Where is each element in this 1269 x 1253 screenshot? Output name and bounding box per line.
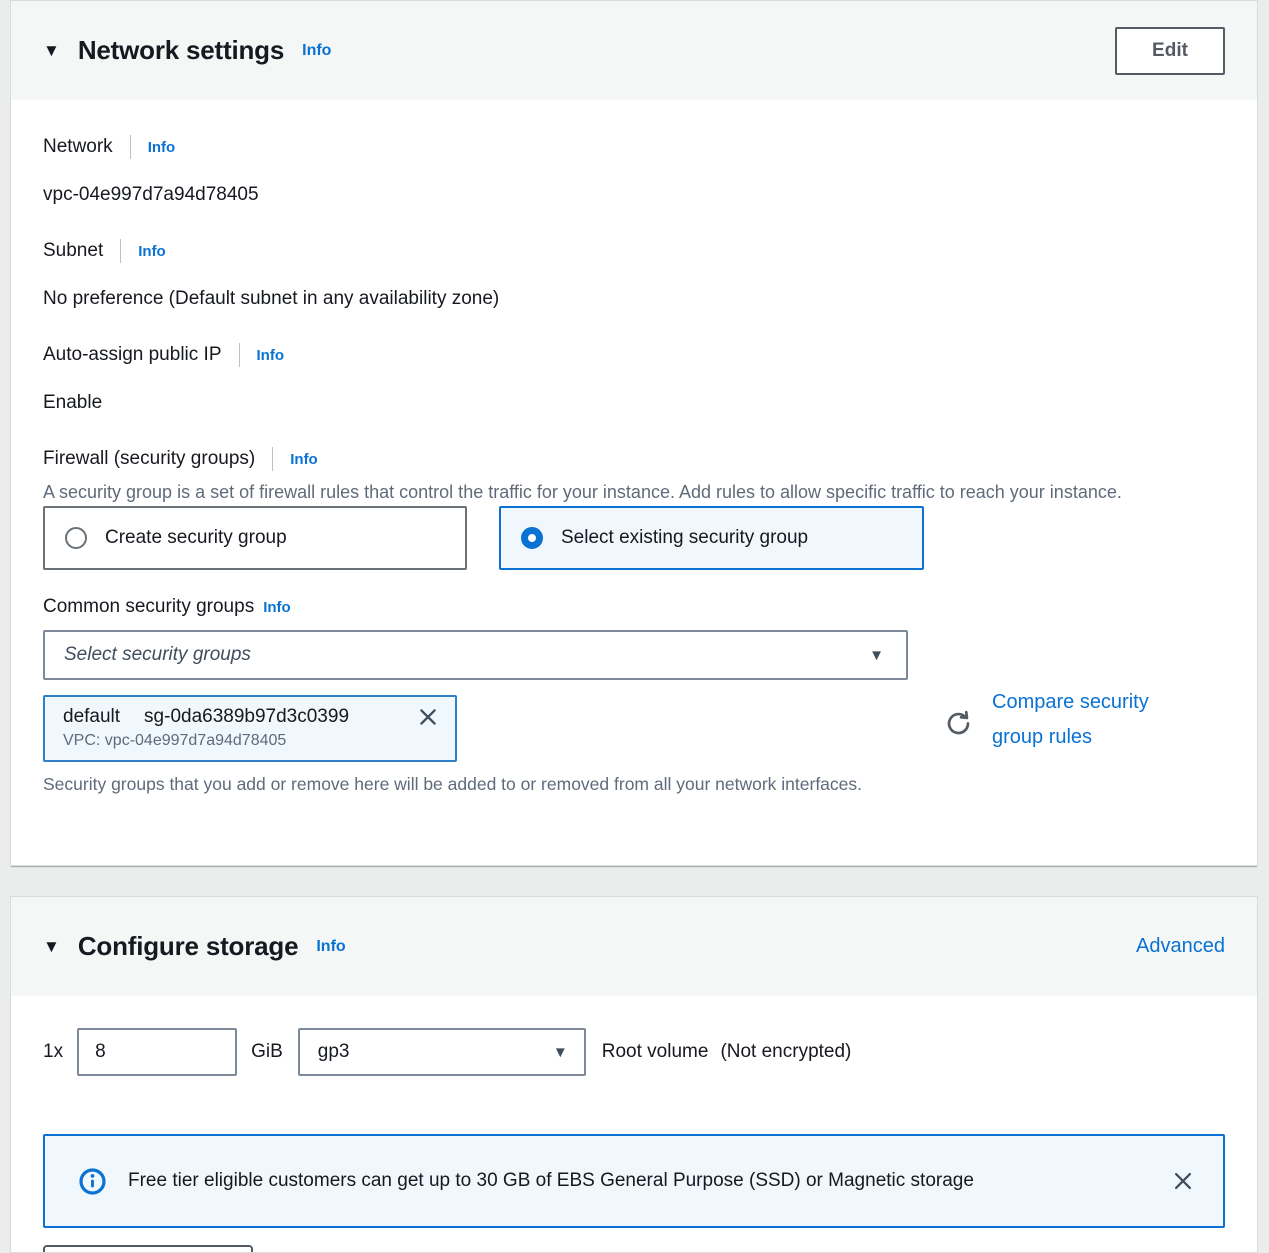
security-groups-multiselect[interactable] (43, 630, 908, 680)
network-info-link[interactable]: Info (147, 138, 176, 156)
compare-security-group-rules (945, 685, 1197, 755)
info-circle-icon (79, 1168, 106, 1195)
network-field-label (43, 135, 1225, 159)
collapse-arrow-icon[interactable]: ▼ (43, 40, 60, 60)
subnet-info-link[interactable]: Info (138, 242, 166, 260)
network-settings-title: Network settings (77, 35, 285, 65)
volume-type-select[interactable] (298, 1028, 586, 1076)
security-group-choice (43, 506, 1225, 570)
subnet-value: No preference (Default subnet in any availability zone) (43, 288, 500, 309)
configure-storage-title: Configure storage (77, 931, 299, 961)
refresh-icon[interactable] (945, 694, 972, 755)
configure-storage-body (11, 1028, 1257, 1253)
volume-count-label: 1x (43, 1041, 64, 1062)
subnet-label: Subnet (43, 240, 104, 261)
auto-assign-ip-info-link[interactable]: Info (256, 346, 284, 364)
create-security-group-option[interactable] (43, 506, 467, 570)
common-security-groups-label-row (43, 596, 1225, 618)
compare-security-group-rules-link[interactable]: Compare security group rules (992, 691, 1149, 748)
label-divider (120, 239, 121, 263)
subnet-field-label (43, 239, 1225, 263)
common-security-groups-label: Common security groups (43, 596, 255, 617)
volume-unit-label: GiB (251, 1041, 283, 1062)
configure-storage-section (10, 896, 1258, 1253)
chevron-down-icon: ▼ (869, 646, 884, 664)
radio-unchecked-icon[interactable] (65, 527, 87, 549)
security-groups-hint: Security groups that you add or remove here will be added to or removed from all your network interfaces. (43, 774, 863, 794)
advanced-link[interactable]: Advanced (1136, 935, 1225, 957)
token-vpc: VPC: vpc-04e997d7a94d78405 (63, 732, 287, 749)
network-settings-body (11, 135, 1257, 795)
firewall-info-link[interactable]: Info (290, 450, 318, 468)
chevron-down-icon: ▼ (552, 1043, 568, 1061)
close-icon[interactable] (1171, 1169, 1195, 1193)
encryption-note: (Not encrypted) (720, 1041, 852, 1062)
common-security-groups-info-link[interactable]: Info (263, 598, 291, 616)
security-groups-placeholder: Select security groups (64, 644, 251, 665)
network-settings-header (11, 1, 1257, 100)
auto-assign-ip-field-label (43, 343, 1225, 367)
selected-token-row (43, 691, 1225, 762)
token-sg-id: sg-0da6389b97d3c0399 (144, 706, 350, 727)
volume-type-value: gp3 (317, 1041, 350, 1062)
collapse-arrow-icon[interactable]: ▼ (43, 936, 60, 956)
label-divider (239, 343, 240, 367)
security-group-token (43, 695, 457, 762)
network-settings-info-link[interactable]: Info (302, 41, 332, 59)
auto-assign-ip-value: Enable (43, 392, 103, 413)
free-tier-banner-text: Free tier eligible customers can get up to 30 GB of EBS General Purpose (SSD) or Magnetic storage (128, 1170, 974, 1191)
network-value: vpc-04e997d7a94d78405 (43, 184, 259, 205)
firewall-label: Firewall (security groups) (43, 448, 256, 469)
create-security-group-label: Create security group (105, 527, 287, 548)
configure-storage-info-link[interactable]: Info (316, 937, 346, 955)
select-existing-security-group-label: Select existing security group (561, 527, 809, 548)
edit-button[interactable]: Edit (1115, 27, 1225, 75)
configure-storage-header (11, 897, 1257, 996)
free-tier-banner (43, 1134, 1225, 1228)
root-volume-label: Root volume (601, 1041, 709, 1062)
volume-size-input[interactable] (77, 1028, 237, 1076)
radio-checked-icon[interactable] (521, 527, 543, 549)
network-label: Network (43, 136, 113, 157)
token-remove-icon[interactable] (417, 706, 439, 728)
network-settings-section (10, 0, 1258, 866)
token-name: default (63, 706, 121, 727)
auto-assign-ip-label: Auto-assign public IP (43, 344, 222, 365)
root-volume-row (43, 1028, 1225, 1076)
select-existing-security-group-option[interactable] (499, 506, 924, 570)
firewall-field-label (43, 447, 1225, 471)
firewall-description: A security group is a set of firewall rules that control the traffic for your instance. Add rules to allow specific traffic to reach your instance. (43, 482, 1122, 502)
label-divider (272, 447, 273, 471)
partial-bottom-button[interactable] (43, 1245, 253, 1253)
label-divider (130, 135, 131, 159)
